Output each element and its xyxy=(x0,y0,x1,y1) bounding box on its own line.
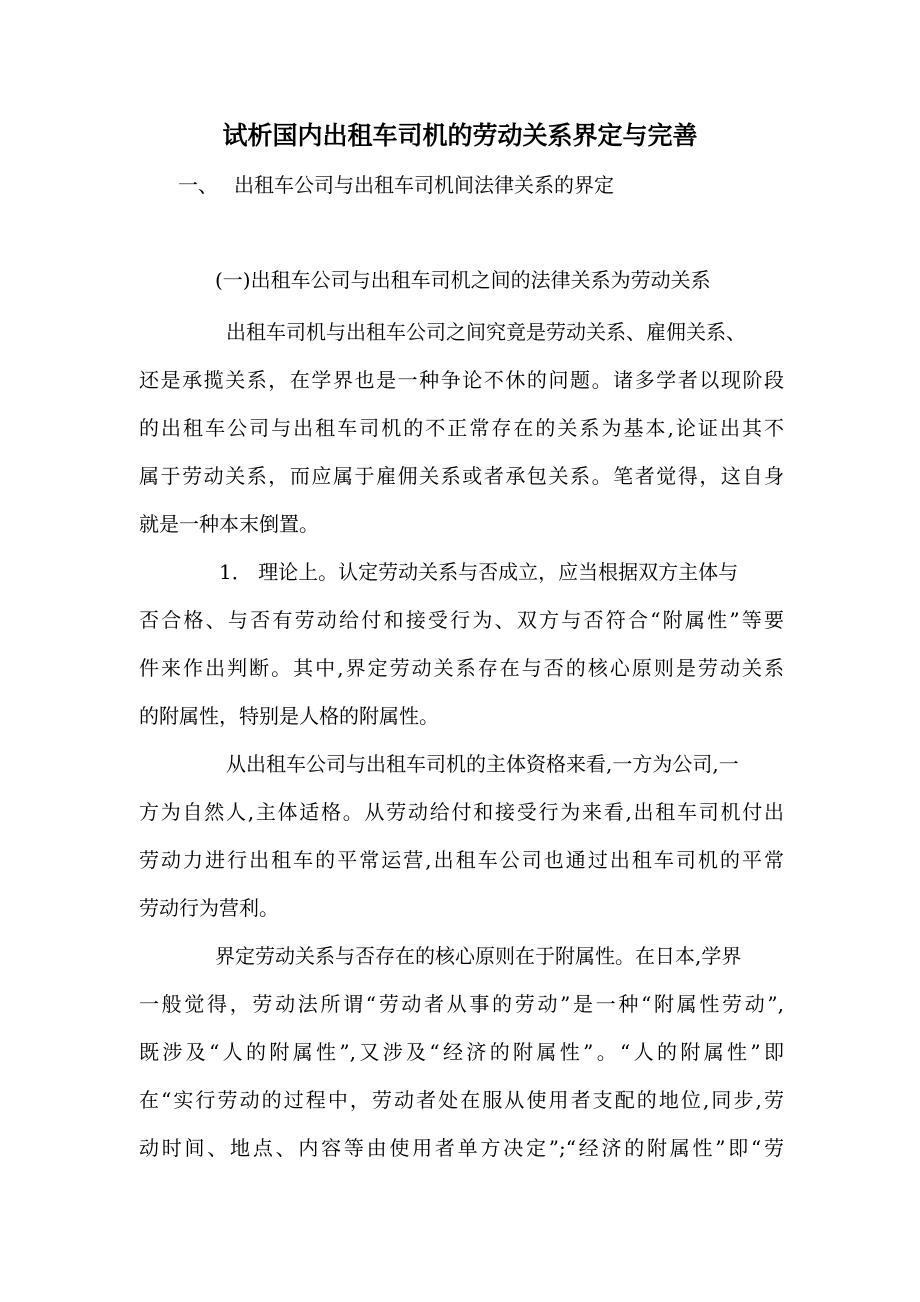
section-heading-text: 出租车公司与出租车司机间法律关系的界定 xyxy=(234,173,614,197)
paragraph-1 xyxy=(139,308,784,548)
paragraph-line: 1． 理论上。认定劳动关系与否成立，应当根据双方主体与 xyxy=(219,560,739,584)
paragraph-line: 件来作出判断。其中,界定劳动关系存在与否的核心原则是劳动关系 xyxy=(139,656,784,680)
section-heading-1 xyxy=(178,170,614,200)
paragraph-line: 的附属性，特别是人格的附属性。 xyxy=(139,704,439,728)
paragraph-2 xyxy=(139,548,784,740)
paragraph-3 xyxy=(139,740,784,932)
paragraph-line: 劳动行为营利。 xyxy=(139,896,279,920)
paragraph-line: 就是一种本末倒置。 xyxy=(139,512,319,536)
paragraph-line: 的出租车公司与出租车司机的不正常存在的关系为基本,论证出其不 xyxy=(139,416,784,440)
paragraph-line: 否合格、与否有劳动给付和接受行为、双方与否符合“附属性”等要 xyxy=(139,608,784,632)
paragraph-line: 既涉及“人的附属性”,又涉及“经济的附属性”。“人的附属性”即 xyxy=(139,1040,784,1064)
paragraph-line: 还是承揽关系，在学界也是一种争论不休的问题。诸多学者以现阶段 xyxy=(139,368,784,392)
paragraph-line: 出租车司机与出租车公司之间究竟是劳动关系、雇佣关系、 xyxy=(226,320,746,344)
paragraph-line: 属于劳动关系，而应属于雇佣关系或者承包关系。笔者觉得，这自身 xyxy=(139,464,784,488)
paragraph-line: 从出租车公司与出租车司机的主体资格来看,一方为公司,一 xyxy=(226,752,739,776)
paragraph-line: 在“实行劳动的过程中，劳动者处在服从使用者支配的地位,同步,劳 xyxy=(139,1088,784,1112)
paragraph-line: 动时间、地点、内容等由使用者单方决定”;“经济的附属性”即“劳 xyxy=(139,1136,784,1160)
paragraph-line: 方为自然人,主体适格。从劳动给付和接受行为来看,出租车司机付出 xyxy=(139,800,784,824)
paragraph-line: 一般觉得，劳动法所谓“劳动者从事的劳动”是一种“附属性劳动”, xyxy=(139,992,784,1016)
subsection-heading-1: (一)出租车公司与出租车司机之间的法律关系为劳动关系 xyxy=(215,268,711,292)
document-title: 试析国内出租车司机的劳动关系界定与完善 xyxy=(222,121,698,150)
paragraph-4 xyxy=(139,932,784,1172)
section-number: 一、 xyxy=(178,173,218,197)
paragraph-line: 劳动力进行出租车的平常运营,出租车公司也通过出租车司机的平常 xyxy=(139,848,784,872)
paragraph-line: 界定劳动关系与否存在的核心原则在于附属性。在日本,学界 xyxy=(215,944,742,968)
